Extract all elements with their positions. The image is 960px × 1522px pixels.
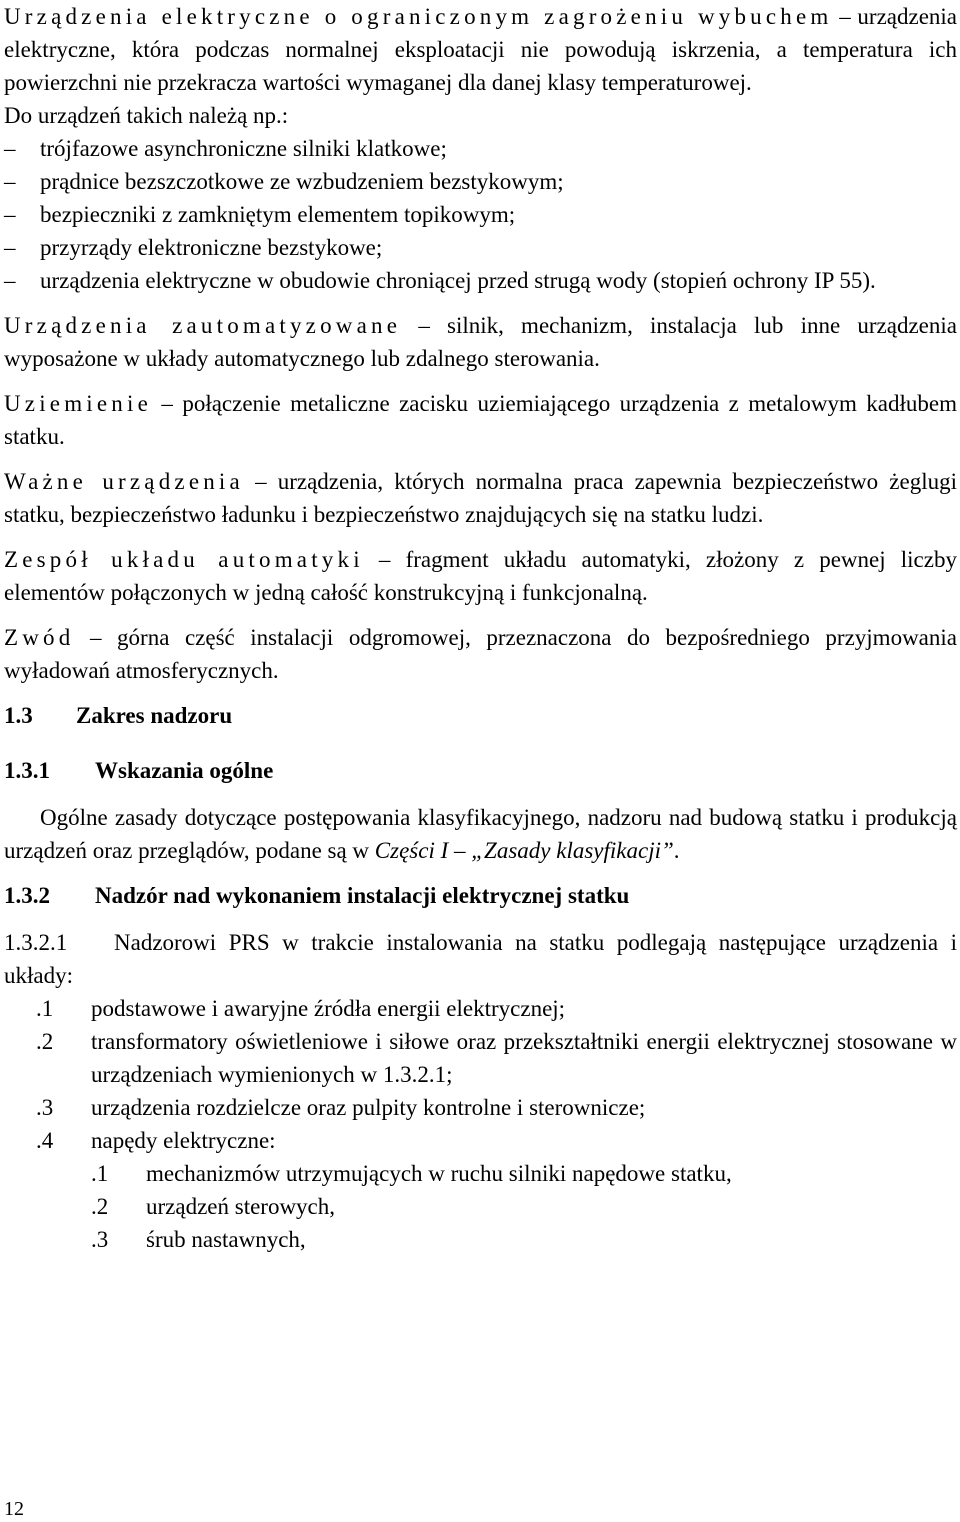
section-heading [4, 699, 957, 732]
list-dash: – [4, 202, 16, 227]
clause-paragraph [4, 926, 957, 992]
subsection-number: 1.3.2 [4, 883, 50, 908]
definition-term: Uziemienie [4, 391, 153, 416]
list-marker: .1 [36, 996, 54, 1021]
nested-list [4, 1157, 957, 1256]
definition-term: Urządzenia elektryczne o ograniczonym zagrożeniu wybuchem [4, 4, 833, 29]
list-item-text: przyrządy elektroniczne bezstykowe; [40, 235, 383, 260]
list-marker: .4 [36, 1128, 54, 1153]
subsection-title: Nadzór nad wykonaniem instalacji elektrycznej statku [95, 883, 630, 908]
body-text: Ogólne zasady dotyczące postępowania klasyfikacyjnego, nadzoru nad budową statku i produkcją urządzeń oraz przeglądów, podane są w [4, 805, 957, 863]
list-item [4, 132, 957, 165]
list-item [4, 1190, 957, 1223]
list-item-text: trójfazowe asynchroniczne silniki klatkowe; [40, 136, 447, 161]
definition-term: Zwód [4, 625, 75, 650]
list-item [4, 231, 957, 264]
reference-italic: Części I – „Zasady klasyfikacji” [374, 838, 674, 863]
list-dash: – [4, 169, 16, 194]
definition-text: – urządzenia elektryczne, która podczas normalnej eksploatacji nie powodują iskrzenia, a temperatura ich powierzchni nie przekracza wartości wymaganej dla danej klasy temperaturowej. [4, 4, 958, 95]
list-item [4, 165, 957, 198]
subsection-number: 1.3.1 [4, 758, 50, 783]
list-item-text: podstawowe i awaryjne źródła energii elektrycznej; [91, 996, 566, 1021]
body-paragraph [4, 801, 957, 867]
list-item-text: prądnice bezszczotkowe ze wzbudzeniem bezstykowym; [40, 169, 564, 194]
definition-paragraph [4, 465, 957, 531]
list-item-text: urządzenia rozdzielcze oraz pulpity kontrolne i sterownicze; [91, 1095, 646, 1120]
list-item [4, 1091, 957, 1124]
clause-text: Nadzorowi PRS w trakcie instalowania na statku podlegają następujące urządzenia i układy: [4, 930, 957, 988]
subsection-heading [4, 879, 957, 912]
definition-term: Zespół układu automatyki [4, 547, 364, 572]
list-item [4, 992, 957, 1025]
definition-paragraph [4, 309, 957, 375]
subsection-heading [4, 754, 957, 787]
definition-paragraph [4, 0, 957, 99]
page-number: 12 [4, 1498, 24, 1520]
list-item [4, 1025, 957, 1091]
list-marker: .3 [91, 1227, 109, 1252]
list-item-text: śrub nastawnych, [146, 1227, 306, 1252]
subsection-title: Wskazania ogólne [95, 758, 274, 783]
section-title: Zakres nadzoru [76, 703, 233, 728]
list-marker: .2 [91, 1194, 109, 1219]
definition-text: – fragment układu automatyki, złożony z pewnej liczby elementów połączonych w jedną całość konstrukcyjną i funkcjonalną. [4, 547, 957, 605]
list-item-text: transformatory oświetleniowe i siłowe oraz przekształtniki energii elektrycznej stosowane w urządzeniach wymienionych w 1.3.2.1; [91, 1029, 957, 1087]
definition-term: Urządzenia zautomatyzowane [4, 313, 402, 338]
list-dash: – [4, 136, 16, 161]
dash-list [4, 132, 957, 297]
list-marker: .3 [36, 1095, 54, 1120]
list-item-text: urządzenia elektryczne w obudowie chroniącej przed strugą wody (stopień ochrony IP 55). [40, 268, 876, 293]
list-item-text: bezpieczniki z zamkniętym elementem topikowym; [40, 202, 516, 227]
section-number: 1.3 [4, 703, 33, 728]
clause-number: 1.3.2.1 [4, 930, 68, 955]
list-item-text: napędy elektryczne: [91, 1128, 276, 1153]
definition-paragraph [4, 621, 957, 687]
list-item-text: urządzeń sterowych, [146, 1194, 336, 1219]
document-page [4, 0, 957, 1256]
definition-paragraph [4, 543, 957, 609]
numbered-list [4, 992, 957, 1157]
definition-text: – urządzenia, których normalna praca zapewnia bezpieczeństwo żeglugi statku, bezpieczeństwo ładunku i bezpieczeństwo znajdujących się na statku ludzi. [4, 469, 957, 527]
definition-text: – górna część instalacji odgromowej, przeznaczona do bezpośredniego przyjmowania wyładowań atmosferycznych. [4, 625, 957, 683]
list-dash: – [4, 235, 16, 260]
list-item [4, 1124, 957, 1157]
list-item [4, 264, 957, 297]
definition-intro: Do urządzeń takich należą np.: [4, 103, 289, 128]
definition-term: Ważne urządzenia [4, 469, 244, 494]
list-item [4, 1223, 957, 1256]
list-marker: .1 [91, 1161, 109, 1186]
list-item-text: mechanizmów utrzymujących w ruchu silniki napędowe statku, [146, 1161, 732, 1186]
definition-paragraph [4, 387, 957, 453]
list-item [4, 198, 957, 231]
list-marker: .2 [36, 1029, 54, 1054]
list-dash: – [4, 268, 16, 293]
definition-text: – silnik, mechanizm, instalacja lub inne urządzenia wyposażone w układy automatycznego lub zdalnego sterowania. [4, 313, 957, 371]
list-item [4, 1157, 957, 1190]
definition-text: – połączenie metaliczne zacisku uziemiającego urządzenia z metalowym kadłubem statku. [4, 391, 957, 449]
body-text: . [673, 838, 680, 863]
